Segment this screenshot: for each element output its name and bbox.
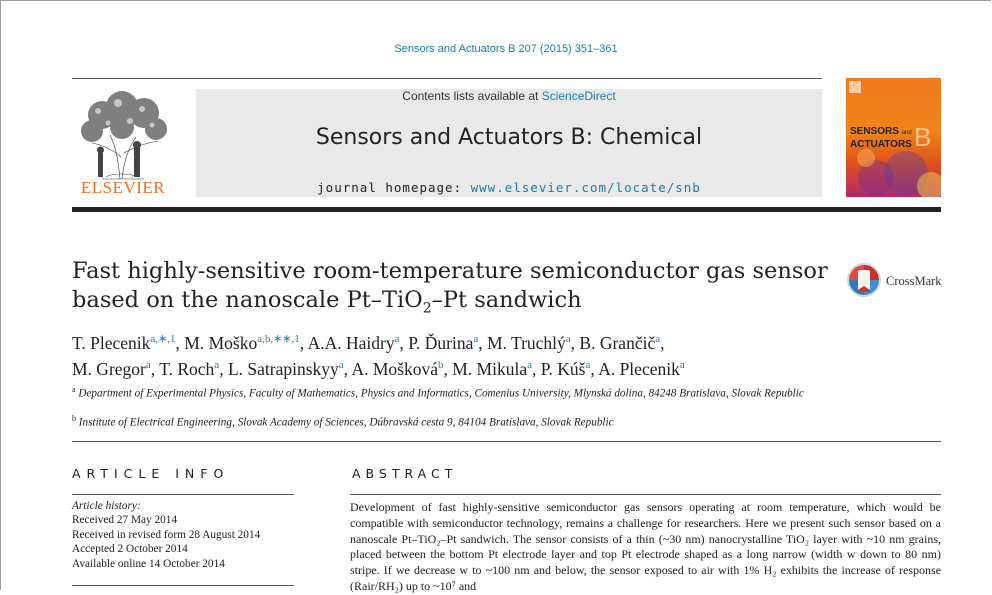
author-affiliation-mark[interactable]: a	[145, 358, 151, 371]
title-line-2-pre: based on the nanoscale Pt–TiO	[72, 287, 423, 313]
elsevier-wordmark: ELSEVIER	[80, 178, 166, 197]
journal-reference-link[interactable]: Sensors and Actuators B 207 (2015) 351–361	[394, 43, 618, 55]
abstract-rule-top	[350, 494, 941, 495]
author-affiliation-mark[interactable]: a	[338, 358, 344, 371]
author-affiliation-mark[interactable]: a	[655, 333, 661, 345]
homepage-url-link[interactable]: www.elsevier.com/locate/snb	[470, 180, 701, 195]
author-affiliation-mark[interactable]: a	[394, 333, 400, 345]
online-date: Available online 14 October 2014	[72, 557, 225, 570]
crossmark-label[interactable]: CrossMark	[886, 274, 942, 288]
abstract-text: Development of fast highly-sensitive semiconductor gas sensors operating at room temperature, which would be compatible with semiconductor technology, remains a challenge for researchers. Here we present such sensor based on a nanoscale Pt–TiO₂–Pt sandwich. The sensor consists of a thin (~30 nm) nanocrystalline TiO₂ layer with ~10 nm grains, placed between the bottom Pt electrode layer and top Pt electrode shaped as a long narrow (width w down to 80 nm) stripe. If we decrease w to ~100 nm and below, the sensor exposed to air with 1% H₂ exhibits the increase of response (Rair/RH₂) up to ~10⁷ and	[350, 500, 941, 593]
journal-cover-image[interactable]	[846, 78, 941, 197]
history-label: Article history:	[72, 500, 141, 512]
author-name[interactable]: B. Grančič	[579, 332, 656, 353]
revised-date: Received in revised form 28 August 2014	[72, 528, 261, 541]
author-affiliation-mark[interactable]: a,∗,1	[150, 333, 176, 345]
author-name[interactable]: M. Mikula	[452, 358, 528, 379]
section-rule	[72, 441, 941, 442]
author-affiliation-mark[interactable]: a	[527, 358, 532, 371]
author-name[interactable]: T. Roch	[159, 358, 215, 379]
author-name[interactable]: M. Gregor	[72, 358, 146, 379]
author-affiliation-mark[interactable]: a	[565, 333, 571, 345]
affiliation-b	[72, 412, 832, 430]
journal-name: Sensors and Actuators B: Chemical	[315, 125, 703, 150]
article-title	[72, 257, 832, 324]
author-affiliation-mark[interactable]: a,b,∗∗,1	[257, 333, 300, 345]
affiliation-mark: a	[72, 385, 76, 394]
article-info-heading: ARTICLE INFO	[72, 466, 230, 481]
author-name[interactable]: M. Truchlý	[487, 332, 566, 353]
affiliation-a	[72, 383, 832, 401]
author-affiliation-mark[interactable]: a	[214, 358, 220, 371]
affiliation-mark: b	[72, 414, 76, 423]
crossmark-icon[interactable]	[846, 262, 882, 298]
affiliation-text: Department of Experimental Physics, Faculty of Mathematics, Physics and Informatics, Comenius University, Mlynská dolina, 84248 Bratislava, Slovak Republic	[78, 387, 804, 400]
received-date: Received 27 May 2014	[72, 514, 178, 527]
contents-line	[196, 89, 822, 103]
top-rule	[72, 78, 822, 79]
author-affiliation-mark[interactable]: b	[437, 358, 444, 371]
author-name[interactable]: A. Plecenik	[598, 358, 680, 379]
author-list: T. Plecenik$^{a,∗,1}$, M. Moško$^{a,b,∗∗,1}$, A.A. Haidry$^a$, P. Ďurina$^a$, M. Truchlý$^a$, B. Grančič$^a$, M. Gregor$^a$, T. Roch$^a$, L. Satrapinskyy$^a$, A. Mošková$^b$, M. Mikula$^a$, P. Kúš$^a$, A. Plecenik$^a$	[72, 332, 685, 379]
article-info-rule-bottom	[72, 585, 294, 586]
author-name[interactable]: P. Ďurina	[408, 332, 474, 353]
author-name[interactable]: T. Plecenik	[72, 332, 151, 353]
title-subscript: 2	[422, 300, 432, 317]
author-affiliation-mark[interactable]: a	[585, 358, 591, 371]
cover-letter: B	[914, 122, 932, 152]
accepted-date: Accepted 2 October 2014	[72, 543, 188, 556]
author-name[interactable]: A. Mošková	[351, 358, 438, 379]
homepage-label: journal homepage:	[317, 180, 471, 195]
author-affiliation-mark[interactable]: a	[473, 333, 479, 345]
affiliation-text: Institute of Electrical Engineering, Slovak Academy of Sciences, Dúbravská cesta 9, 84104 Bratislava, Slovak Republic	[78, 416, 614, 429]
article-history	[72, 499, 302, 571]
header-thick-rule	[72, 207, 941, 212]
contents-prefix: Contents lists available at	[402, 89, 542, 103]
author-name[interactable]: M. Moško	[184, 332, 258, 353]
cover-title-line1: SENSORS	[850, 126, 899, 137]
title-line-1: Fast highly-sensitive room-temperature semiconductor gas sensor	[72, 258, 828, 284]
author-name[interactable]: A.A. Haidry	[307, 332, 395, 353]
author-name[interactable]: L. Satrapinskyy	[227, 358, 339, 379]
abstract-heading: ABSTRACT	[352, 466, 458, 481]
author-name[interactable]: P. Kúš	[540, 358, 586, 379]
homepage-line	[196, 180, 822, 195]
article-info-rule-top	[72, 494, 294, 495]
cover-title-line2: ACTUATORS	[850, 139, 912, 150]
cover-title-and: and	[901, 130, 912, 136]
sciencedirect-link[interactable]: ScienceDirect	[541, 89, 616, 103]
title-line-2-post: –Pt sandwich	[431, 287, 582, 313]
author-affiliation-mark[interactable]: a	[679, 358, 685, 371]
